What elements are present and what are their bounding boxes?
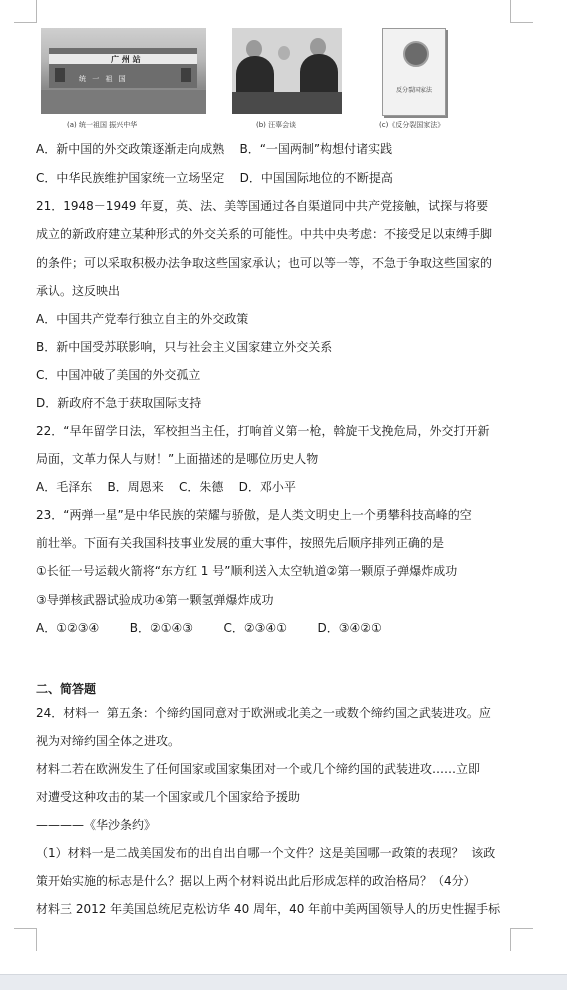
q23-stem-line-1: 23．“两弹一星”是中华民族的荣耀与骄傲，是人类文明史上一个勇攀科技高峰的空	[36, 508, 472, 522]
q21-option-b: B．新中国受苏联影响，只与社会主义国家建立外交关系	[36, 340, 333, 354]
q24-material-3-line-1: 材料三 2012 年美国总统尼克松访华 40 周年，40 年前中美两国领导人的历史性握手标	[36, 902, 501, 916]
crop-mark-bottom-left	[14, 928, 37, 951]
national-emblem-icon	[403, 41, 429, 67]
q23-stem-line-2: 前壮举。下面有关我国科技事业发展的重大事件，按照先后顺序排列正确的是	[36, 536, 445, 550]
q20-options-ab: A．新中国的外交政策逐渐走向成熟 B．“一国两制”构想付诸实践	[36, 142, 393, 156]
crop-mark-bottom-right	[510, 928, 533, 951]
q24-material-2-line-2: 对遭受这种攻击的某一个国家或几个国家给予援助	[36, 790, 301, 804]
figure-row	[36, 28, 526, 133]
crop-mark-top-left	[14, 0, 37, 23]
book-title: 反分裂国家法	[395, 87, 432, 94]
q24-material-1-line-2: 视为对缔约国全体之进攻。	[36, 734, 181, 748]
q21-option-c: C．中国冲破了美国的外交孤立	[36, 368, 201, 382]
q21-stem-line-1: 21．1948－1949 年夏，英、法、美等国通过各自渠道同中共产党接触，试探与将要	[36, 199, 489, 213]
station-photo	[41, 28, 206, 114]
figure-b-caption: (b) 汪辜会谈	[256, 121, 297, 129]
law-book	[382, 28, 446, 116]
q24-material-1-line-1: 24．材料一 第五条：个缔约国同意对于欧洲或北美之一或数个缔约国之武装进攻。应	[36, 706, 491, 720]
q24-material-2-source: ————《华沙条约》	[36, 818, 157, 832]
q23-events-line-1: ①长征一号运载火箭将“东方红 1 号”顺利送入太空轨道②第一颗原子弹爆炸成功	[36, 564, 458, 578]
q21-stem-line-3: 的条件；可以采取积极办法争取这些国家承认；也可以等一等，不急于争取这些国家的	[36, 256, 493, 270]
q22-stem-line-2: 局面，文革力保人与财！”上面描述的是哪位历史人物	[36, 452, 319, 466]
station-banner: 统 一 祖 国	[79, 75, 128, 83]
q21-option-a: A．中国共产党奉行独立自主的外交政策	[36, 312, 249, 326]
q24-question-line-1: （1）材料一是二战美国发布的出自出自哪一个文件？这是美国哪一政策的表现？ 该政	[36, 846, 496, 860]
q24-question-line-2: 策开始实施的标志是什么？据以上两个材料说出此后形成怎样的政治格局？（4分）	[36, 874, 476, 888]
figure-a-caption: (a) 统一祖国 振兴中华	[67, 121, 138, 129]
section-heading: 二、简答题	[36, 682, 97, 696]
q21-stem-line-2: 成立的新政府建立某种形式的外交关系的可能性。中共中央考虑：不接受足以束缚手脚	[36, 227, 493, 241]
q20-options-cd: C．中华民族维护国家统一立场坚定 D．中国国际地位的不断提高	[36, 171, 393, 185]
q23-options: A．①②③④ B．②①④③ C．②③④① D．③④②①	[36, 621, 382, 635]
figure-c-caption: (c)《反分裂国家法》	[379, 121, 445, 129]
handshake-photo	[232, 28, 342, 114]
station-building	[49, 48, 197, 88]
q22-options: A．毛泽东 B．周恩来 C．朱德 D．邓小平	[36, 480, 296, 494]
q21-option-d: D．新政府不急于获取国际支持	[36, 396, 202, 410]
station-sign: 广 州 站	[111, 55, 141, 64]
crop-mark-top-right	[510, 0, 533, 23]
q22-stem-line-1: 22．“早年留学日法，军校担当主任，打响首义第一枪，斡旋干戈挽危局，外交打开新	[36, 424, 490, 438]
q21-stem-line-4: 承认。这反映出	[36, 284, 121, 298]
q24-material-2-line-1: 材料二若在欧洲发生了任何国家或国家集团对一个或几个缔约国的武装进攻……立即	[36, 762, 481, 776]
q23-events-line-2: ③导弹核武器试验成功④第一颗氢弹爆炸成功	[36, 593, 274, 607]
viewer-status-bar	[0, 974, 567, 990]
